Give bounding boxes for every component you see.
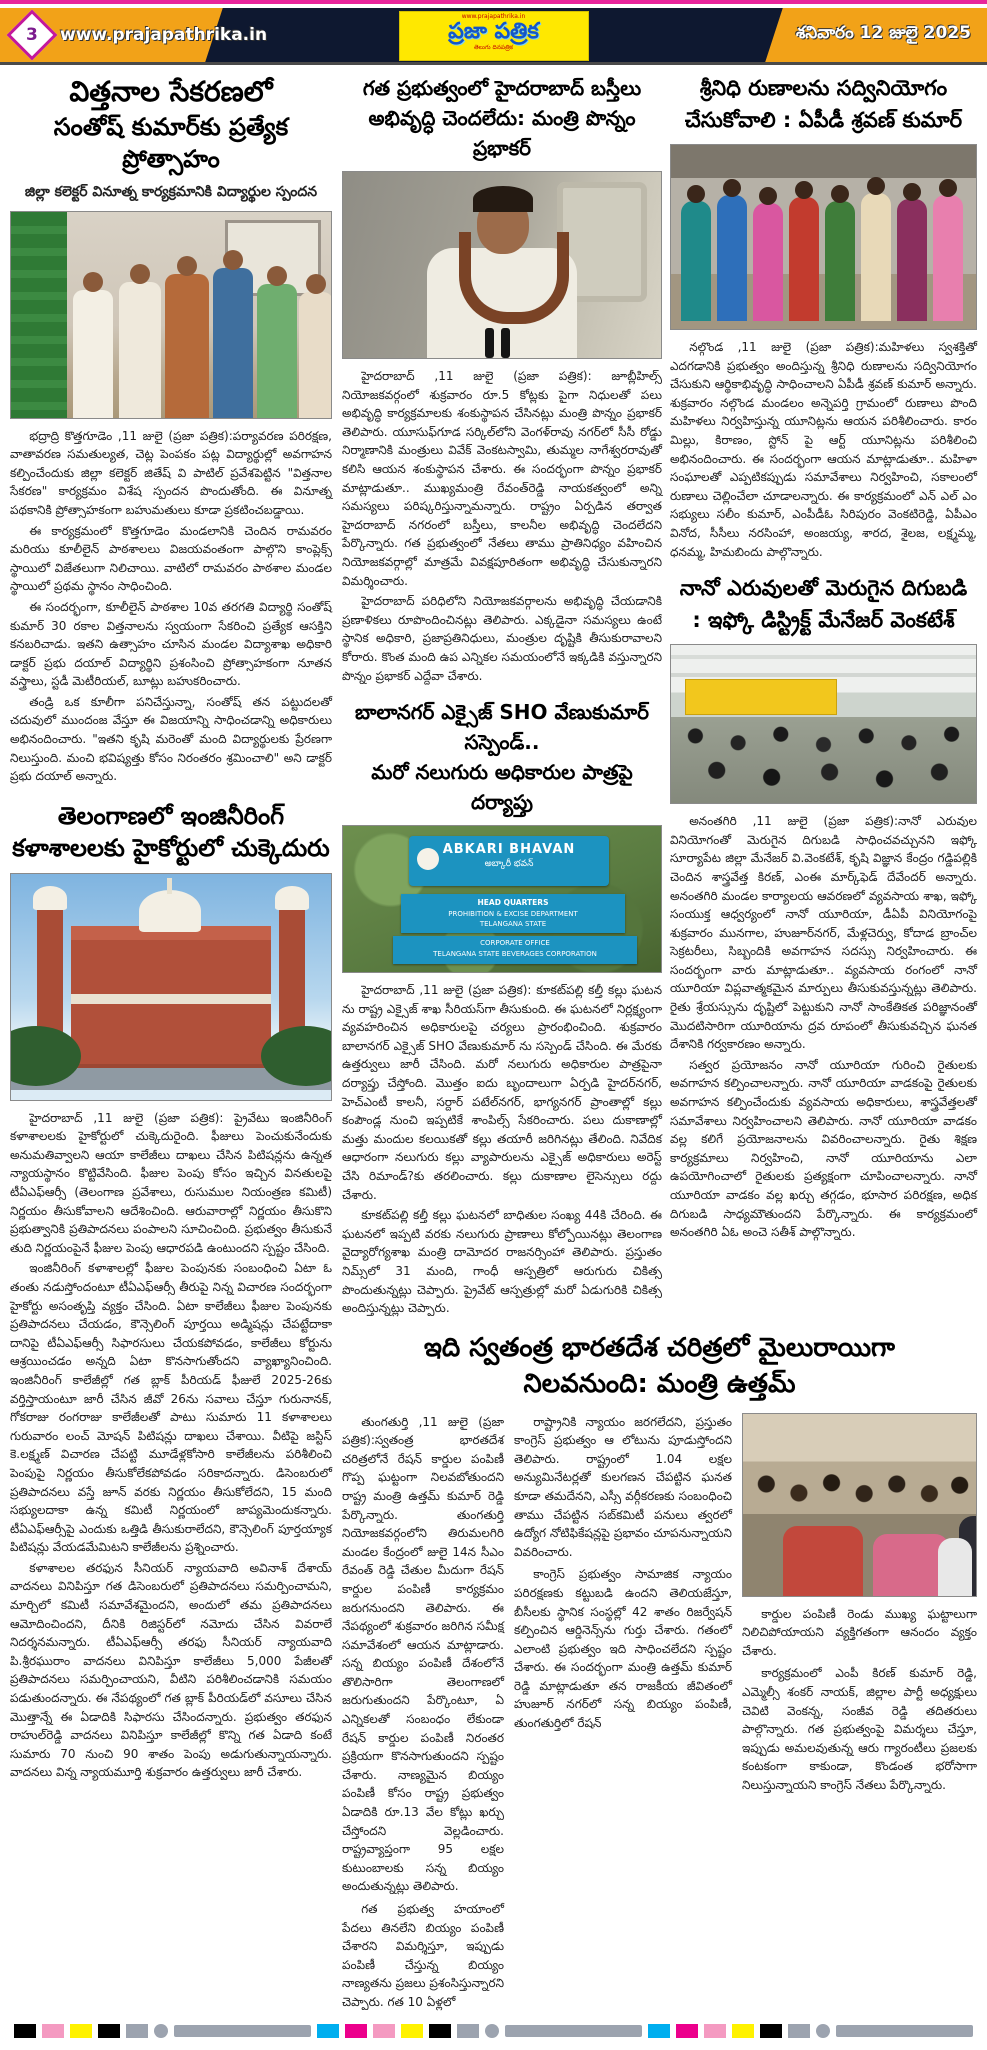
- article-ration-cards: [342, 1330, 977, 2016]
- abkari-bhavan-photo: [342, 825, 662, 973]
- print-mark-chip: [98, 2024, 120, 2038]
- ration-column-3: [742, 1413, 977, 2016]
- paragraph: ఈ సందర్భంగా, కూలీలైన్ పాఠశాల 10వ తరగతి విద్యార్థి సంతోష్ కుమార్ 30 రకాల విత్తనాలను స్వయంగా సేకరించి ప్రత్యేక ఆసక్తిని కనబరిచాడు. ఇతని ఉత్సాహం చూసిన మండల విద్యాశాఖ అధికారి డాక్టర్ ప్రభు దయాల్ విద్యార్థిని ప్రశంసించి ప్రోత్సాహకంగా నూతన వస్త్రాలు, స్టడీ మెటీరియల్, బూట్లు బహుకరించారు.: [10, 599, 332, 689]
- subhead: జిల్లా కలెక్టర్ వినూత్న కార్యక్రమానికి విద్యార్థుల స్పందన: [24, 183, 318, 200]
- headline: నానో ఎరువులతో మెరుగైన దిగుబడి: [679, 576, 968, 601]
- article-body: [670, 338, 977, 561]
- headline-line2: సంతోష్ కుమార్‌కు ప్రత్యేక ప్రోత్సాహం: [53, 112, 289, 174]
- high-court-photo: [10, 873, 332, 1101]
- print-mark-chip: [457, 2024, 479, 2038]
- paragraph: రాష్ట్రానికి న్యాయం జరగలేదని, ప్రస్తుతం కాంగ్రెస్ ప్రభుత్వం ఆ లోటును పూడుస్తోందని తెలిపారు. రాష్ట్రంలో 1.04 లక్షల అన్యుమినేటర్లతో కులగణన చేపట్టిన ఘనత కూడా తమదేనని, ఎస్సీ వర్గీకరణకు సంబంధించి తాము చేపట్టిన సబ్‌కమిటీ పనులు త్వరలో ఉద్యోగ నోటిఫికేషన్లపై ప్రభావం చూపనున్నాయని వివరించారు.: [514, 1414, 732, 1559]
- sign-line: PROHIBITION & EXCISE DEPARTMENT: [448, 909, 578, 918]
- headline: విత్తనాల సేకరణలో: [69, 75, 273, 108]
- headline-line2: కళాశాలలకు హైకోర్టులో చుక్కెదురు: [12, 834, 330, 863]
- ration-column-2: [514, 1413, 732, 2016]
- crowd: [743, 1460, 976, 1520]
- website-url: www.prajapathrika.in: [60, 25, 268, 45]
- headline: తెలంగాణలో ఇంజినీరింగ్: [57, 801, 285, 830]
- print-mark-dot: [816, 2024, 830, 2038]
- headline: శ్రీనిధి రుణాలను సద్వినియోగం: [699, 76, 948, 100]
- paragraph: హైదరాబాద్ ,11 జులై (ప్రజా పత్రిక): జూబ్లీహిల్స్ నియోజకవర్గంలో శుక్రవారం రూ.5 కోట్లకు పైగా నిధులతో పలు అభివృద్ధి కార్యక్రమాలకు శంకుస్థాపన చేసినట్లు మంత్రి పొన్నం ప్రభాకర్ తెలిపారు. యూసుఫ్‌గూడ సర్కిల్‌లోని వెంగళ్‌రావు నగర్‌లో సీసీ రోడ్డు నిర్మాణానికి మంత్రులు వివేక్ వెంకటస్వామి, తుమ్మల నాగేశ్వరరావుతో కలిసి ఆయన శంకుస్థాపన చేశారు. ఈ సందర్భంగా పొన్నం ప్రభాకర్ మాట్లాడుతూ.. ముఖ్యమంత్రి రేవంత్‌రెడ్డి నాయకత్వంలో అన్ని సమస్యలు పరిష్కరిస్తున్నామన్నారు. రాష్ట్రం ఏర్పడిన తర్వాత హైదరాబాద్ నగరంలో బస్తీలు, కాలనీల అభివృద్ధి చెందలేదని పేర్కొన్నారు. గత ప్రభుత్వంలో నేతలు తాము ప్రాతినిధ్యం వహించిన నియోజకవర్గాల్లో మాత్రమే వివక్షపూరితంగా అభివృద్ధి చేసుకున్నారని విమర్శించారు.: [342, 369, 662, 588]
- newspaper-title: ప్రజా పత్రిక: [448, 19, 539, 44]
- print-mark-chip: [126, 2024, 148, 2038]
- paragraph: కాంగ్రెస్ ప్రభుత్వం సామాజిక న్యాయం పరిరక్షణకు కట్టుబడి ఉందని తెలియజేస్తూ, బీసీలకు స్థానిక సంస్థల్లో 42 శాతం రిజర్వేషన్ కల్పించిన ఆర్డినెన్స్‌ను గుర్తు చేశారు. గతంలో ఎలాంటి ప్రభుత్వం ఇది సాధించలేదని స్పష్టం చేశారు. ఈ సందర్భంగా మంత్రి ఉత్తమ్ కుమార్ రెడ్డి మాట్లాడుతూ తన రాజకీయ జీవితంలో హుజూర్ నగర్‌లో సన్న బియ్యం పంపిణీ, తుంగతుర్తిలో రేషన్: [514, 1567, 732, 1731]
- top-accent-line: [0, 0, 987, 4]
- page-number: 3: [26, 25, 38, 45]
- headline-line2: నిలవనుంది: మంత్రి ఉత్తమ్: [523, 1369, 796, 1400]
- paragraph: కూకట్‌పల్లి కల్తీ కల్లు ఘటనలో బాధితుల సంఖ్య 44కి చేరింది. ఈ ఘటనలో ఇప్పటి వరకు నలుగురు ప్రాణాలు కోల్పోయినట్లు తెలంగాణ వైద్యారోగ్యశాఖ మంత్రి దామోదర రాజనర్సింహా తెలిపారు. ప్రస్తుతం నిమ్స్‌లో 31 మంది, గాంధీ ఆస్పత్రిలో ఆరుగురు చికిత్స పొందుతున్నట్లు చెప్పారు. ప్రైవేట్ ఆస్పత్రుల్లో మరో ఏడుగురికి చికిత్స అందిస్తున్నట్లు చెప్పారు.: [342, 1208, 662, 1316]
- sign-emblem: [417, 848, 439, 870]
- article-body: [10, 1109, 332, 1782]
- paragraph: భద్రాద్రి కొత్తగూడెం ,11 జులై (ప్రజా పత్రిక):పర్యావరణ పరిరక్షణ, వాతావరణ సమతుల్యత, చెట్ల పెంపకం పట్ల విద్యార్థుల్లో అవగాహన కల్పించేందుకు జిల్లా కలెక్టర్ జితేష్ వి పాటిల్ ప్రవేశపెట్టిన "విత్తనాల సేకరణ" కార్యక్రమం విశేష స్పందన పొందుతోంది. ఈ వినూత్న పథకానికి ప్రోత్సాహకంగా బహుమతులు కూడా ప్రకటించబడ్డాయి.: [10, 428, 332, 517]
- green-banner: [11, 212, 67, 418]
- print-mark-chip: [345, 2024, 367, 2038]
- paragraph: తుంగతుర్తి ,11 జులై (ప్రజా పత్రిక):స్వతంత్ర భారతదేశ చరిత్రలోనే రేషన్ కార్డుల పంపిణీ గొప్ప ఘట్టంగా నిలవబోతుందని రాష్ట్ర మంత్రి ఉత్తమ్ కుమార్ రెడ్డి పేర్కొన్నారు. తుంగతుర్తి నియోజకవర్గంలోని తిరుమలగిరి మండల కేంద్రంలో జులై 14న సీఎం రేవంత్ రెడ్డి చేతుల మీదుగా రేషన్ కార్డుల పంపిణీ కార్యక్రమం జరుగనుందని తెలిపారు. ఈ నేపథ్యంలో శుక్రవారం జరిగిన సమీక్ష సమావేశంలో ఆయన మాట్లాడారు. సన్న బియ్యం పంపిణీ దేశంలోనే తొలిసారిగా తెలంగాణలో జరుగుతుందని పేర్కొంటూ, ఏ ఎన్నికలతో సంబంధం లేకుండా రేషన్ కార్డుల పంపిణీ నిరంతర ప్రక్రియగా కొనసాగుతుందని స్పష్టం చేశారు. నాణ్యమైన బియ్యం పంపిణీ కోసం రాష్ట్ర ప్రభుత్వం ఏడాదికి రూ.13 వేల కోట్లు ఖర్చు చేస్తోందని వెల్లడించారు. రాష్ట్రవ్యాప్తంగా 95 లక్షల కుటుంబాలకు సన్న బియ్యం అందుతున్నట్లు తెలిపారు.: [342, 1414, 504, 1894]
- paragraph: కార్డుల పంపిణీ రెండు ముఖ్య ఘట్టాలుగా నిలిచిపోయాయని వ్యక్తిగతంగా ఆనందం వ్యక్తం చేశారు.: [742, 1606, 977, 1658]
- article-body: [342, 367, 662, 685]
- microphone-icon: [485, 328, 494, 358]
- right-section: [342, 73, 977, 2016]
- print-mark-chip: [648, 2024, 670, 2038]
- paragraph: హైదరాబాద్ పరిధిలోని నియోజకవర్గాలను అభివృద్ధి చేయడానికి ప్రణాళికలు రూపొందించినట్లు తెలిపారు. ఎక్కడైనా సమస్యలు ఉంటే స్థానిక అధికారి, ప్రజాప్రతినిధులు, మంత్రుల దృష్టికి తీసుకురావాలని కోరారు. కొంత మంది ఉప ఎన్నికల సమయంలోనే ఇక్కడికి వస్తున్నారని పొన్నం ప్రభాకర్ ఎద్దేవా చేశారు.: [342, 594, 662, 683]
- print-mark-dot: [154, 2024, 168, 2038]
- women-group-photo: [670, 144, 977, 330]
- students-felicitation-photo: [10, 211, 332, 419]
- ration-column-1: [342, 1413, 504, 2016]
- paragraph: ఈ కార్యక్రమంలో కొత్తగూడెం మండలానికి చెందిన రామవరం మరియు కూలీలైన్ పాఠశాలలు విజయవంతంగా పాల్గొని కాంప్లెక్స్ స్థాయిలో విజేతలుగా నిలిచాయి. వాటిలో రామవరం పాఠశాల మండల స్థాయిలో ప్రథమ స్థానం సాధించింది.: [10, 523, 332, 594]
- white-chair: [938, 1538, 972, 1596]
- awareness-meeting-photo: [670, 644, 977, 804]
- page-content: [0, 65, 987, 2016]
- print-mark-chip: [14, 2024, 36, 2038]
- print-mark-chip: [429, 2024, 451, 2038]
- paragraph: హైదరాబాద్ ,11 జులై (ప్రజా పత్రిక): ప్రైవేటు ఇంజినీరింగ్ కళాశాలలకు హైకోర్టులో చుక్కెదురైంది. ఫీజులు పెంచుకునేందుకు అనుమతివ్వాలని ఆయా కాలేజీలు దాఖలు చేసిన పిటిషన్లను ఉన్నత న్యాయస్థానం కొట్టివేసింది. ఫీజుల పెంపు కోసం ఇచ్చిన వినతులపై టీఏఎఫ్ఆర్సీ (తెలంగాణ ప్రవేశాలు, రుసుముల నియంత్రణ కమిటీ) నిర్ణయం తీసుకోవాలని ఆదేశించింది. ఆరువారాల్లో నిర్ణయం తీసుకొని ప్రభుత్వానికి ప్రతిపాదనలు పంపాలని సూచించింది. ప్రభుత్వం తీసుకునే తుది నిర్ణయంపైనే ఫీజుల పెంపు ఆధారపడి ఉంటుందని స్పష్టం చేసింది.: [10, 1110, 332, 1255]
- minister-uttam-event-photo: [742, 1413, 977, 1597]
- article-body: [342, 981, 662, 1318]
- yellow-banner: [685, 679, 837, 715]
- headline-line2: అభివృద్ధి చెందలేదు: మంత్రి పొన్నం ప్రభాకర్: [368, 106, 636, 160]
- print-mark-chip: [704, 2024, 726, 2038]
- print-mark-chip: [373, 2024, 395, 2038]
- print-mark-chip: [317, 2024, 339, 2038]
- logo-url-text: www.prajapathrika.in: [461, 13, 526, 20]
- seated-audience: [671, 717, 976, 803]
- left-column: [10, 73, 332, 2016]
- minister-ponnam-photo: [342, 171, 662, 359]
- paragraph: కళాశాలల తరఫున సీనియర్ న్యాయవాది అవినాశ్ దేశాయ్ వాదనలు వినిపిస్తూ గత డిసెంబరులో ప్రతిపాదనలు సమర్పించామని, మార్చిలో కమిటీ సమావేశమైందని, అందులో తమ ప్రతిపాదనలు ఆమోదించిందని, దీనికి రిజిస్టర్‌లో నమోదు చేసిన వివరాలే నిదర్శనమన్నారు. టీఏఎఫ్ఆర్సీ తరఫు సీనియర్ న్యాయవాది పి.శ్రీరఘురాం వాదనలు వినిపిస్తూ కాలేజీలు 5,000 పేజీలతో ప్రతిపాదనలు సమర్పించాయని, వీటిని పరిశీలించడానికి సమయం పడుతుందన్నారు. ఈ నేపథ్యంలో గత బ్లాక్ పీరియడ్‌లో వసూలు చేసిన మొత్తాన్నే ఈ ఏడాదికి సిఫారసు చేసిందన్నారు. ప్రభుత్వం తరఫున రాహుల్‌రెడ్డి వాదనలు వినిపిస్తూ కాలేజీల్లో కొన్ని గత ఏడాది కంటే సుమారు 70 నుంచి 90 శాతం పెంపు అడుగుతున్నాయన్నారు. వాదనలు విన్న న్యాయమూర్తి శుక్రవారం ఉత్తర్వులు జారీ చేశారు.: [10, 1560, 332, 1780]
- white-dome: [139, 890, 201, 932]
- abkari-bhavan-signboard: [409, 836, 609, 886]
- print-mark-chip: [401, 2024, 423, 2038]
- logo-tagline: తెలుగు దినపత్రిక: [473, 44, 514, 51]
- print-mark-chip: [760, 2024, 782, 2038]
- print-mark-bar: [505, 2025, 642, 2037]
- print-mark-chip: [70, 2024, 92, 2038]
- article-engineering-colleges: [10, 800, 332, 1782]
- article-excise-suspension: [342, 697, 662, 1318]
- headline-line2: చేసుకోవాలి : ఏపీడీ శ్రవణ్ కుమార్: [684, 107, 963, 132]
- beverages-corporation-signboard: [393, 936, 637, 964]
- paragraph: కార్యక్రమంలో ఎంపీ కిరణ్ కుమార్ రెడ్డి, ఎమ్మెల్సీ శంకర్ నాయక్, జిల్లాల పార్టీ అధ్యక్షులు చెవిటి వెంకన్న, సంజీవ రెడ్డి తదితరులు పాల్గొన్నారు. గత ప్రభుత్వంపై విమర్శలు చేస్తూ, ఇప్పుడు అమలవుతున్న ఆరు గ్యారంటీలు ప్రజలకు కంటకంగా కాకుండా, కొండంత భరోసాగా నిలుస్తున్నాయని కాంగ్రెస్ నేతలు పేర్కొన్నారు.: [742, 1666, 977, 1792]
- print-mark-chip: [42, 2024, 64, 2038]
- print-mark-bar: [174, 2025, 311, 2037]
- sign-title-te: అబ్కారీ భవన్: [484, 859, 534, 870]
- print-mark-chip: [788, 2024, 810, 2038]
- ceiling: [671, 655, 976, 659]
- masthead: [0, 8, 987, 62]
- article-seed-collection: [10, 73, 332, 786]
- print-mark-bar: [836, 2025, 973, 2037]
- middle-column: [342, 73, 662, 1320]
- paragraph: హైదరాబాద్ ,11 జులై (ప్రజా పత్రిక): కూకట్‌పల్లి కల్తీ కల్లు ఘటన ను రాష్ట్ర ఎక్సైజ్ శాఖ సీరియస్‌గా తీసుకుంది. ఈ ఘటనలో నిర్లక్ష్యంగా వ్యవహరించిన అధికారులపై చర్యలు ప్రారంభించింది. శుక్రవారం బాలానగర్ ఎక్సైజ్ SHO వేణుకుమార్ ను సస్పెండ్ చేసింది. ఈ మేరకు ఉత్తర్వులు జారీ చేసింది. మరో నలుగురు అధికారుల పాత్రపైనా దర్యాప్తు చేస్తోంది. మొత్తం ఐదు బృందాలుగా ఏర్పడి హైదర్‌నగర్, హెచ్ఎంటీ కాలనీ, సర్దార్ పటేల్‌నగర్, భాగ్యనగర్ ప్రాంతాల్లో కల్లు కంపౌండ్ల నుంచి ఇప్పటికే శాంపిల్స్ సేకరించారు. పలు దుకాణాల్లో మత్తు మందుల కలయికతో కల్లు తయారీ జరిగినట్లు తేలింది. నివేదిక ఆధారంగా నలుగురు కల్లు వ్యాపారులను ఎక్సైజ్ అధికారులు అరెస్ట్ చేసి రిమాండ్?కు తరలించారు. కల్లు దుకాణాల లైసెన్సులు రద్దు చేశారు.: [342, 983, 662, 1202]
- sign-line: TELANGANA STATE BEVERAGES CORPORATION: [433, 950, 597, 959]
- paragraph: అనంతగిరి ,11 జులై (ప్రజా పత్రిక):నానో ఎరువుల వినియోగంతో మెరుగైన దిగుబడి సాధించవచ్చునని ఇఫ్కో సూర్యాపేట జిల్లా మేనేజర్ వి.వెంకటేశ్, కృషి విజ్ఞాన కేంద్రం గడ్డిపల్లికి చెందిన శాస్త్రవేత్త కిరణ్, ఎంఈ మార్క్‌ఫెడ్ దేవేందర్ అన్నారు. అనంతగిరి మండల కార్యాలయ ఆవరణలో వ్యవసాయ శాఖ, ఇఫ్కో సంయుక్త ఆధ్వర్యంలో నానో యూరియా, డీఏపీ వినియోగంపై శుక్రవారం మునగాల, హుజూర్‌నగర్, మేళ్లచెర్వు, కోదాడ బ్రాంచ్‌ల సెక్రటరీలు, సిబ్బందికి అవగాహన సదస్సు నిర్వహించారు. ఈ సందర్భంగా వారు మాట్లాడుతూ.. వ్యవసాయ రంగంలో నానో యూరియా విప్లవాత్మకమైన మార్పులు తీసుకువస్తున్నట్లు తెలిపారు. రైతు శ్రేయస్సును దృష్టిలో పెట్టుకుని నానో సాంకేతికత పరిజ్ఞానంతో మొదటిసారిగా యూరియాను ద్రవ రూపంలో తీసుకువచ్చిన ఘనత దేశానికి గర్వకారణం అన్నారు.: [670, 814, 977, 1052]
- article-srinidhi-loans: [670, 73, 977, 561]
- article-body: [670, 812, 977, 1242]
- paragraph: తండ్రి ఒక కూలీగా పనిచేస్తున్నా, సంతోష్ తన పట్టుదలతో చదువులో ముందంజ వేస్తూ ఈ విజయాన్ని సాధించడాన్ని అధికారులు అభినందించారు. "ఇతని కృషి మరెంతో మంది విద్యార్థులకు ప్రేరణగా నిలుస్తుంది. మంచి భవిష్యత్తు కోసం నిరంతరం శ్రమించాలి" అని డాక్టర్ ప్రభు దయాల్ అన్నారు.: [10, 694, 332, 784]
- headline: బాలానగర్ ఎక్సైజ్ SHO వేణుకుమార్ సస్పెండ్..: [355, 700, 649, 755]
- headline: ఇది స్వతంత్ర భారతదేశ చరిత్రలో మైలురాయిగా: [423, 1332, 895, 1363]
- print-mark-dot: [485, 2024, 499, 2038]
- paragraph: సత్వర ప్రయోజనం నానో యూరియా గురించి రైతులకు అవగాహన కల్పించాలన్నారు. నానో యూరియా వాడకంపై రైతులకు అవగాహన కల్పించేందుకు వ్యవసాయ అధికారులు, శాస్త్రవేత్తలతో సమావేశాలు నిర్వహించాలని తెలిపారు. నానో యూరియా వాడకం వల్ల కలిగే ప్రయోజనాలను వివరించాలన్నారు. రైతు శిక్షణ కార్యక్రమాలు నిర్వహించి, నానో యూరియాను ఎలా ఉపయోగించాలో రైతులకు ప్రత్యక్షంగా చూపించాలన్నారు. నానో యూరియా వాడకం వల్ల ఖర్చు తగ్గడం, భూసార పరిరక్షణ, అధిక దిగుబడి సాధ్యమౌతుందని పేర్కొన్నారు. ఈ కార్యక్రమంలో అనంతగిరి ఏఓ అంచె సతీశ్ పాల్గొన్నారు.: [670, 1057, 977, 1240]
- person-red-shirt: [783, 1526, 863, 1596]
- headline-line2: : ఇఫ్కో డిస్ట్రిక్ట్ మేనేజర్ వెంకటేశ్: [692, 607, 955, 632]
- print-mark-chip: [732, 2024, 754, 2038]
- right-column: [670, 73, 977, 1320]
- paragraph: నల్గొండ ,11 జులై (ప్రజా పత్రిక):మహిళలు స్వశక్తితో ఎదగడానికి ప్రభుత్వం అందిస్తున్న శ్రీనిధి రుణాలను సద్వినియోగం చేసుకుని ఆర్థికాభివృద్ధి సాధించాలని ఏపీడీ శ్రవణ్ కుమార్ అన్నారు. శుక్రవారం నల్గొండ మండలం అన్నెపర్తి గ్రామంలో రుణాలు పొంది మహిళలు నిర్వహిస్తున్న యూనిట్లను ఆయన పరిశీలించారు. కారం మిల్లు, కిరాణం, స్టోన్ పై ఆర్ట్ యూనిట్లను పరిశీలించి అభినందించారు. ఈ సందర్భంగా ఆయన మాట్లాడుతూ.. మహిళా సంఘాలతో ఎప్పటికప్పుడు సమావేశాలు నిర్వహించి, సకాలంలో రుణాలు చెల్లించేలా చూడాలన్నారు. ఈ కార్యక్రమంలో ఎన్ ఎల్ ఎం సభ్యులు సలీం కుమార్, ఎంపీడీఓ సిరిపురం వెంకటిరెడ్డి, ఏపీఎం వినోద, సీసీలు నరసింహా, అంజయ్య, శారద, శైలజ, లక్ష్మమ్మ, ధనమ్మ, హిమబిందు పాల్గొన్నారు.: [670, 340, 977, 559]
- sign-line: TELANGANA STATE: [479, 920, 547, 929]
- excise-department-signboard: [401, 894, 625, 933]
- sign-line: CORPORATE OFFICE: [480, 939, 550, 948]
- sign-title-en: ABKARI BHAVAN: [442, 842, 576, 858]
- print-mark-chip: [676, 2024, 698, 2038]
- article-basti-development: [342, 73, 662, 685]
- article-nano-fertilizers: [670, 573, 977, 1242]
- page-number-badge: [7, 10, 58, 61]
- paragraph: గత ప్రభుత్వ హయాంలో పేదలు తినలేని బియ్యం పంపిణీ చేశారని విమర్శిస్తూ, ఇప్పుడు పంపిణీ చేస్తున్న బియ్యం నాణ్యతను ప్రజలు ప్రశంసిస్తున్నారని చెప్పారు. గత 10 ఏళ్లలో: [342, 1902, 504, 2009]
- print-color-bar: [0, 2016, 987, 2050]
- headline: గత ప్రభుత్వంలో హైదరాబాద్ బస్తీలు: [362, 76, 642, 100]
- date-line: శనివారం 12 జులై 2025: [795, 23, 971, 43]
- article-body: [10, 427, 332, 786]
- sign-line: HEAD QUARTERS: [477, 898, 549, 908]
- paragraph: ఇంజినీరింగ్ కళాశాలల్లో ఫీజుల పెంపునకు సంబంధించి ఏటా ఓ తంతు నడుస్తోందంటూ టీఏఎఫ్ఆర్సీ తీరుపై నిన్న విచారణ సందర్భంగా హైకోర్టు అసంతృప్తి వ్యక్తం చేసింది. ఏటా కాలేజీలు ఫీజుల పెంపునకు ప్రతిపాదనలు చేయడం, కౌన్సెలింగ్ పూర్తయి అడ్మిషన్లు చేపట్టేదాకా దానిపై టీఏఎఫ్ఆర్సీ సిఫారసులు చేయకపోవడం, కాలేజీలు కోర్టును ఆశ్రయించడం అన్నది ఏటా కొనసాగుతోందని వ్యాఖ్యానించింది. ఇంజినీరింగ్ కాలేజీల్లో గత బ్లాక్ పీరియడ్ ఫీజులే 2025-26కు వర్తిస్తాయంటూ జారీ చేసిన జీవో 26ను సవాలు చేస్తూ గురునానక్, గోకరాజు రంగరాజు కాలేజీలతో పాటు సుమారు 11 కళాశాలలు గురువారం లంచ్ మోషన్ పిటిషన్లు దాఖలు చేశాయి. వీటిపై జస్టిస్ కె.లక్ష్మణ్ విచారణ చేపట్టి మూడేళ్లకోసారి కాలేజీలను పరిశీలించి పెంపుపై నిర్ణయం తీసుకోలేకపోవడం సరికాదన్నారు. డిసెంబరులో ప్రతిపాదనలు వస్తే జూన్ వరకు నిర్ణయం తీసుకోలేదని, 15 మంది సభ్యులదాకా ఉన్న కమిటీ నిర్ణయంలో జాప్యమెందుకన్నారు. టీఏఎఫ్ఆర్సీపై ఎందుకు ఒత్తిడి తీసుకురాలేదని, కౌన్సెలింగ్ పూర్తయ్యాక పిటిషన్లు వేయడమేమిటని కాలేజీలను ప్రశ్నించారు.: [10, 1261, 332, 1555]
- newspaper-logo: [399, 11, 589, 61]
- headline-line2: మరో నలుగురు అధికారుల పాత్రపై దర్యాప్తు: [371, 760, 633, 815]
